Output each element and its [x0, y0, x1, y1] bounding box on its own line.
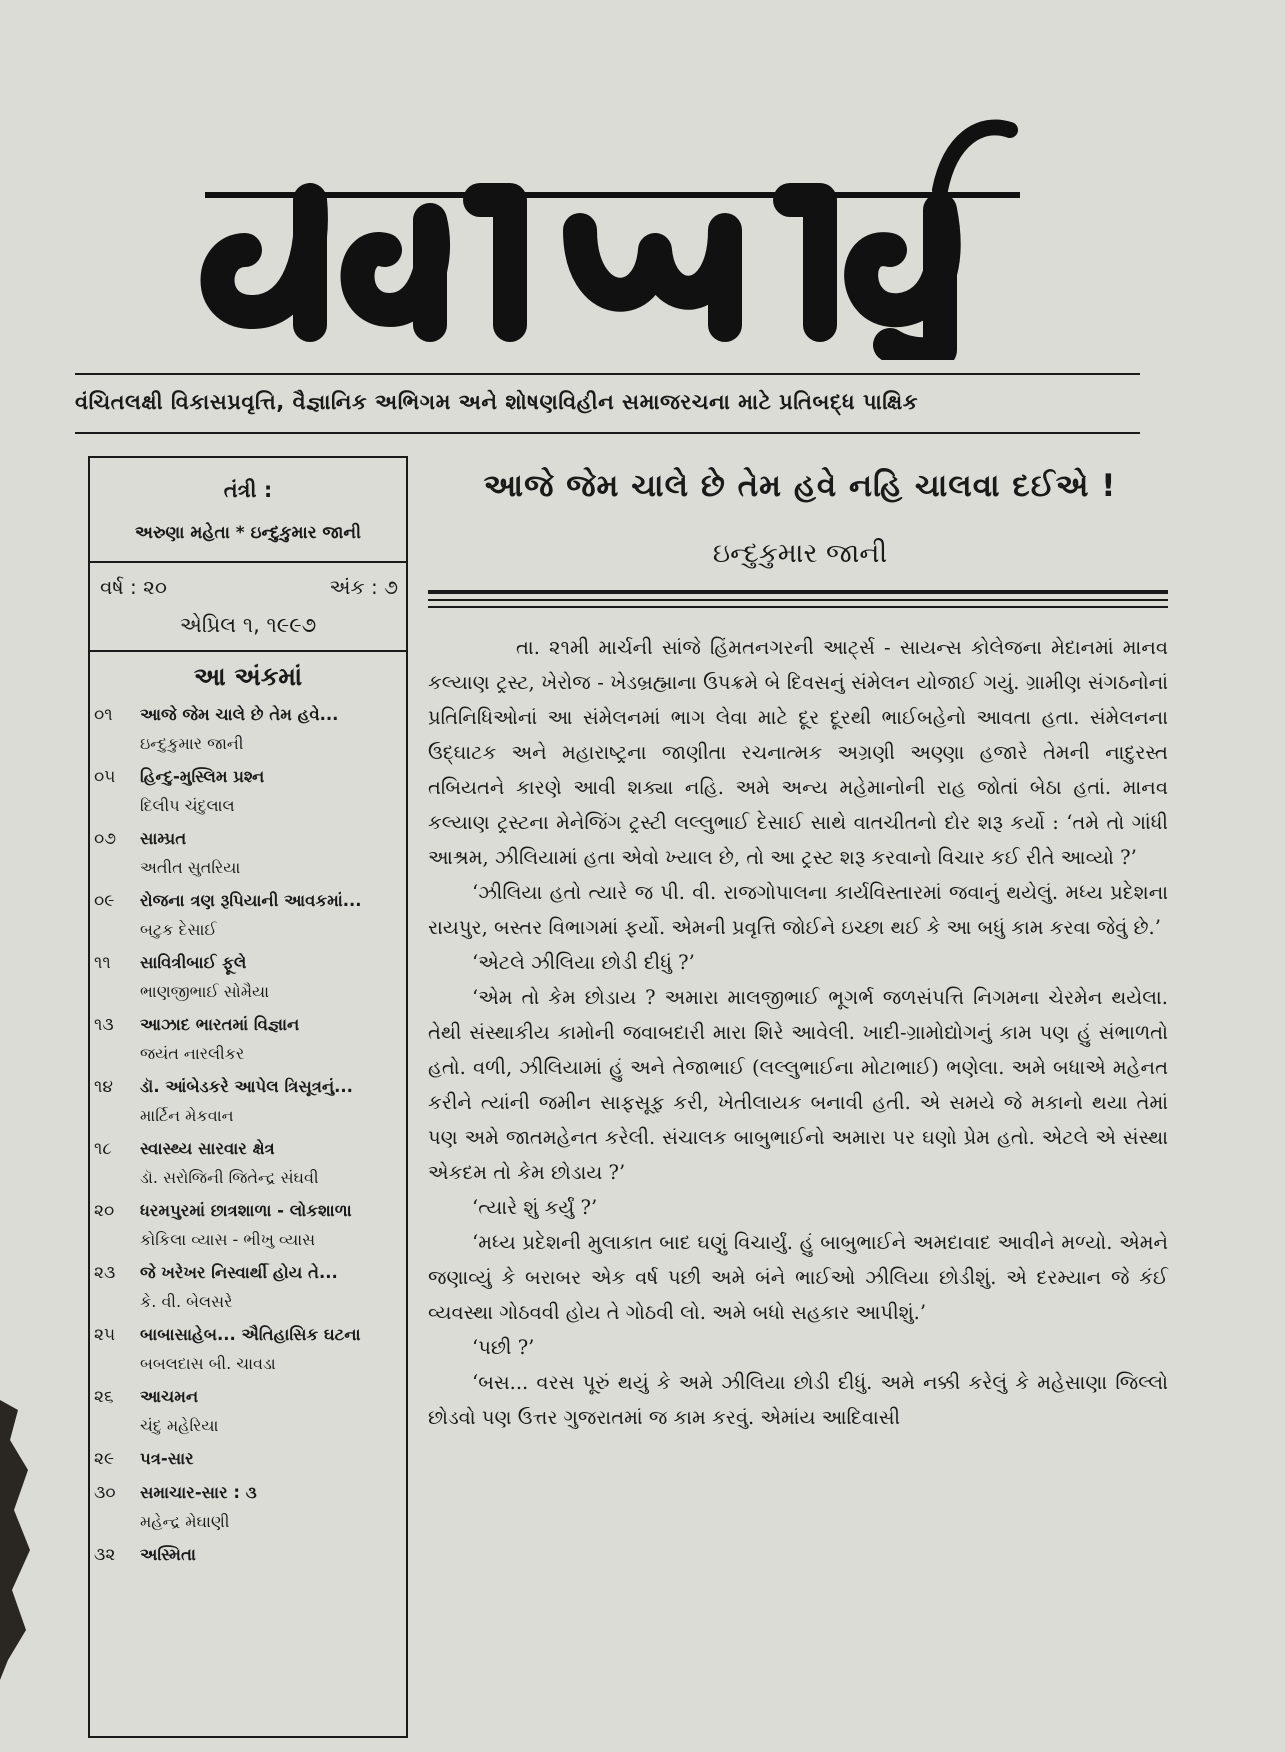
toc-entry	[90, 1258, 406, 1316]
toc-entry	[90, 1072, 406, 1130]
toc-title: બાબાસાહેબ... ઐતિહાસિક ઘટના	[140, 1325, 361, 1344]
toc-entry	[90, 762, 406, 820]
toc-page-number: ૩૦	[94, 1483, 116, 1503]
toc-entry	[90, 1478, 406, 1536]
toc-page-number: ૨૩	[94, 1263, 116, 1283]
toc-author: દિલીપ ચંદુલાલ	[140, 796, 235, 815]
article-paragraph: ‘પછી ?’	[472, 1336, 535, 1359]
issue-info	[90, 563, 406, 607]
toc-title: રોજના ત્રણ રૂપિયાની આવકમાં...	[140, 891, 362, 910]
article-paragraph: ‘એટલે ઝીલિયા છોડી દીધું ?’	[472, 951, 695, 974]
toc-page-number: ૨૬	[94, 1387, 114, 1407]
article-paragraph: ‘એમ તો કેમ છોડાય ? અમારા માલજીભાઈ ભૂગર્ભ જળસંપત્તિ નિગમના ચેરમેન થયેલા. તેથી સંસ્થાકીય કામોની જવાબદારી મારા શિરે આવેલી. ખાદી-ગ્રામોદ્યોગનું કામ પણ હું સંભાળતો હતો. વળી, ઝીલિયામાં હું અને તેજાભાઈ (લલ્લુભાઈના મોટાભાઈ) ભણેલા. અમે બધાએ મહેનત કરીને ત્યાંની જમીન સાફસૂફ કરી, ખેતીલાયક બનાવી હતી. એ સમયે જે મકાનો થયા તેમાં પણ અમે જાતમહેનત કરેલી. સંચાલક બાબુભાઈનો અમારા પર ઘણો પ્રેમ હતો. એટલે એ સંસ્થા એકદમ તો કેમ છોડાય ?’	[428, 986, 1168, 1184]
issue-number: અંક : ૭	[329, 575, 398, 599]
toc-title: ડૉ. આંબેડકરે આપેલ ત્રિસૂત્રનું...	[140, 1077, 353, 1096]
toc-author: બબલદાસ બી. ચાવડા	[140, 1354, 276, 1373]
toc-author: ડૉ. સરોજિની જિતેન્દ્ર સંઘવી	[140, 1168, 319, 1187]
article-paragraph: ‘ઝીલિયા હતો ત્યારે જ પી. વી. રાજગોપાલના કાર્યવિસ્તારમાં જવાનું થયેલું. મધ્ય પ્રદેશના રાયપુર, બસ્તર વિભાગમાં ફર્યો. એમની પ્રવૃત્તિ જોઈને ઇચ્છા થઈ કે આ બધું કામ કરવા જેવું છે.’	[428, 881, 1168, 939]
toc-entry	[90, 1320, 406, 1378]
masthead-logo	[150, 100, 1050, 360]
toc-page-number: ૦૫	[94, 767, 116, 787]
title-rule-thin	[428, 599, 1168, 601]
toc-entry	[90, 1134, 406, 1192]
article-paragraph: ‘મધ્ય પ્રદેશની મુલાકાત બાદ ઘણું વિચાર્યું. હું બાબુભાઈને અમદાવાદ આવીને મળ્યો. એમને જણાવ્યું કે બરાબર એક વર્ષ પછી અમે બંને ભાઈઓ ઝીલિયા છોડીશું. એ દરમ્યાન જે કંઈ વ્યવસ્થા ગોઠવવી હોય તે ગોઠવી લો. અમે બધો સહકાર આપીશું.’	[428, 1231, 1168, 1324]
article-paragraph: તા. ૨૧મી માર્ચની સાંજે હિંમતનગરની આર્ટ્સ - સાયન્સ કોલેજના મેદાનમાં માનવ કલ્યાણ ટ્રસ્ટ, ખેરોજ - ખેડબ્રહ્માના ઉપક્રમે બે દિવસનું સંમેલન યોજાઈ ગયું. ગ્રામીણ સંગઠનોનાં પ્રતિનિધિઓનાં આ સંમેલનમાં ભાગ લેવા માટે દૂર દૂરથી ભાઈબહેનો આવતા હતા. સંમેલનના ઉદ્ઘાટક અને મહારાષ્ટ્રના જાણીતા રચનાત્મક અગ્રણી અણ્ણા હજારે તેમની નાદુરસ્ત તબિયતને કારણે આવી શક્યા નહિ. અમે અન્ય મહેમાનોની રાહ જોતાં બેઠા હતાં. માનવ કલ્યાણ ટ્રસ્ટના મેનેજિંગ ટ્રસ્ટી લલ્લુભાઈ દેસાઈ સાથે વાતચીતનો દોર શરૂ કર્યો : ‘તમે તો ગાંધી આશ્રમ, ઝીલિયામાં હતા એવો ખ્યાલ છે, તો આ ટ્રસ્ટ શરૂ કરવાનો વિચાર કઈ રીતે આવ્યો ?’	[428, 636, 1168, 869]
toc-page-number: ૦૭	[94, 829, 117, 849]
toc-entry	[90, 948, 406, 1006]
toc-author: ઇન્દુકુમાર જાની	[140, 734, 244, 753]
toc-entry	[90, 700, 406, 758]
toc-line	[94, 948, 402, 978]
toc-line	[94, 824, 402, 854]
toc-line	[94, 1540, 402, 1570]
toc-title: પત્ર-સાર	[140, 1449, 194, 1468]
toc-line	[94, 1444, 402, 1474]
toc-title: ધરમપુરમાં છાત્રશાળા - લોકશાળા	[140, 1201, 352, 1220]
toc-page-number: ૧૪	[94, 1077, 113, 1097]
article-paragraph: ‘ત્યારે શું કર્યું ?’	[472, 1196, 598, 1219]
table-of-contents	[90, 700, 406, 1570]
toc-author: મહેન્દ્ર મેઘાણી	[140, 1512, 230, 1531]
toc-page-number: ૧૧	[94, 953, 111, 973]
toc-line	[94, 762, 402, 792]
toc-title: હિન્દુ-મુસ્લિમ પ્રશ્ન	[140, 767, 265, 786]
article-body	[428, 630, 1168, 1435]
toc-line	[94, 1382, 402, 1412]
editor-label: તંત્રી :	[223, 478, 273, 502]
toc-line	[94, 1010, 402, 1040]
toc-title: સમાચાર-સાર : ૩	[140, 1483, 257, 1502]
toc-page-number: ૦૧	[94, 705, 113, 725]
toc-title: સામ્પ્રત	[140, 829, 187, 848]
toc-line	[94, 1134, 402, 1164]
toc-line	[94, 886, 402, 916]
toc-title: આજે જેમ ચાલે છે તેમ હવે...	[140, 705, 339, 724]
toc-entry	[90, 1540, 406, 1570]
toc-entry	[90, 1444, 406, 1474]
editor-names: અરુણા મહેતા * ઇન્દુકુમાર જાની	[90, 523, 406, 563]
toc-page-number: ૧૩	[94, 1015, 114, 1035]
toc-line	[94, 1258, 402, 1288]
volume-year: વર્ષ : ૨૦	[100, 575, 167, 599]
toc-line	[94, 1072, 402, 1102]
toc-title: સ્વાસ્થ્ય સારવાર ક્ષેત્ર	[140, 1139, 275, 1158]
toc-line	[94, 1478, 402, 1508]
toc-author: કોકિલા વ્યાસ - ભીખુ વ્યાસ	[140, 1230, 316, 1249]
article-title: આજે જેમ ચાલે છે તેમ હવે નહિ ચાલવા દઈએ !	[483, 468, 1117, 504]
toc-line	[94, 1196, 402, 1226]
toc-page-number: ૦૯	[94, 891, 115, 911]
toc-title: સાવિત્રીબાઈ ફૂલે	[140, 953, 247, 972]
tagline-top-rule	[75, 373, 1140, 375]
toc-author: અતીત સુતરિયા	[140, 858, 241, 877]
toc-page-number: ૨૯	[94, 1449, 115, 1469]
torn-edge	[0, 1400, 40, 1680]
toc-author: કે. વી. બેલસરે	[140, 1292, 233, 1311]
toc-author: માર્ટિન મેકવાન	[140, 1106, 234, 1125]
toc-entry	[90, 824, 406, 882]
toc-entry	[90, 1010, 406, 1068]
toc-entry	[90, 886, 406, 944]
toc-page-number: ૧૮	[94, 1139, 112, 1159]
toc-title: અસ્મિતા	[140, 1545, 196, 1564]
sidebar-box	[88, 456, 408, 1738]
toc-author: ભાણજીભાઈ સોમૈયા	[140, 982, 270, 1001]
toc-line	[94, 700, 402, 730]
contents-heading: આ અંકમાં	[193, 662, 303, 691]
toc-title: જે ખરેખર નિસ્વાર્થી હોય તે...	[140, 1263, 338, 1282]
torn-edge-art	[0, 1400, 40, 1680]
tagline-bottom-rule	[75, 432, 1140, 434]
toc-page-number: ૨૫	[94, 1325, 116, 1345]
title-rule-thick	[428, 590, 1168, 594]
toc-line	[94, 1320, 402, 1350]
title-rule-thin-2	[428, 606, 1168, 608]
toc-entry	[90, 1196, 406, 1254]
toc-entry	[90, 1382, 406, 1440]
toc-page-number: ૩૨	[94, 1545, 116, 1565]
article-paragraph: ‘બસ... વરસ પૂરું થયું કે અમે ઝીલિયા છોડી દીધું. અમે નક્કી કરેલું કે મહેસાણા જિલ્લો છોડવો પણ ઉત્તર ગુજરાતમાં જ કામ કરવું. એમાંય આદિવાસી	[428, 1371, 1168, 1429]
toc-page-number: ૨૦	[94, 1201, 115, 1221]
masthead-logo-art	[150, 100, 1050, 360]
toc-title: આચમન	[140, 1387, 199, 1406]
toc-author: બટુક દેસાઈ	[140, 920, 217, 939]
toc-author: જયંત નારલીકર	[140, 1044, 245, 1063]
tagline: વંચિતલક્ષી વિકાસપ્રવૃત્તિ, વૈજ્ઞાનિક અભિગમ અને શોષણવિહીન સમાજરચના માટે પ્રતિબદ્ધ પાક્ષિક	[75, 390, 919, 414]
toc-title: આઝાદ ભારતમાં વિજ્ઞાન	[140, 1015, 300, 1034]
article-author: ઇન્દુકુમાર જાની	[712, 538, 888, 569]
toc-author: ચંદુ મહેરિયા	[140, 1416, 219, 1435]
issue-date: એપ્રિલ ૧, ૧૯૯૭	[90, 607, 406, 652]
